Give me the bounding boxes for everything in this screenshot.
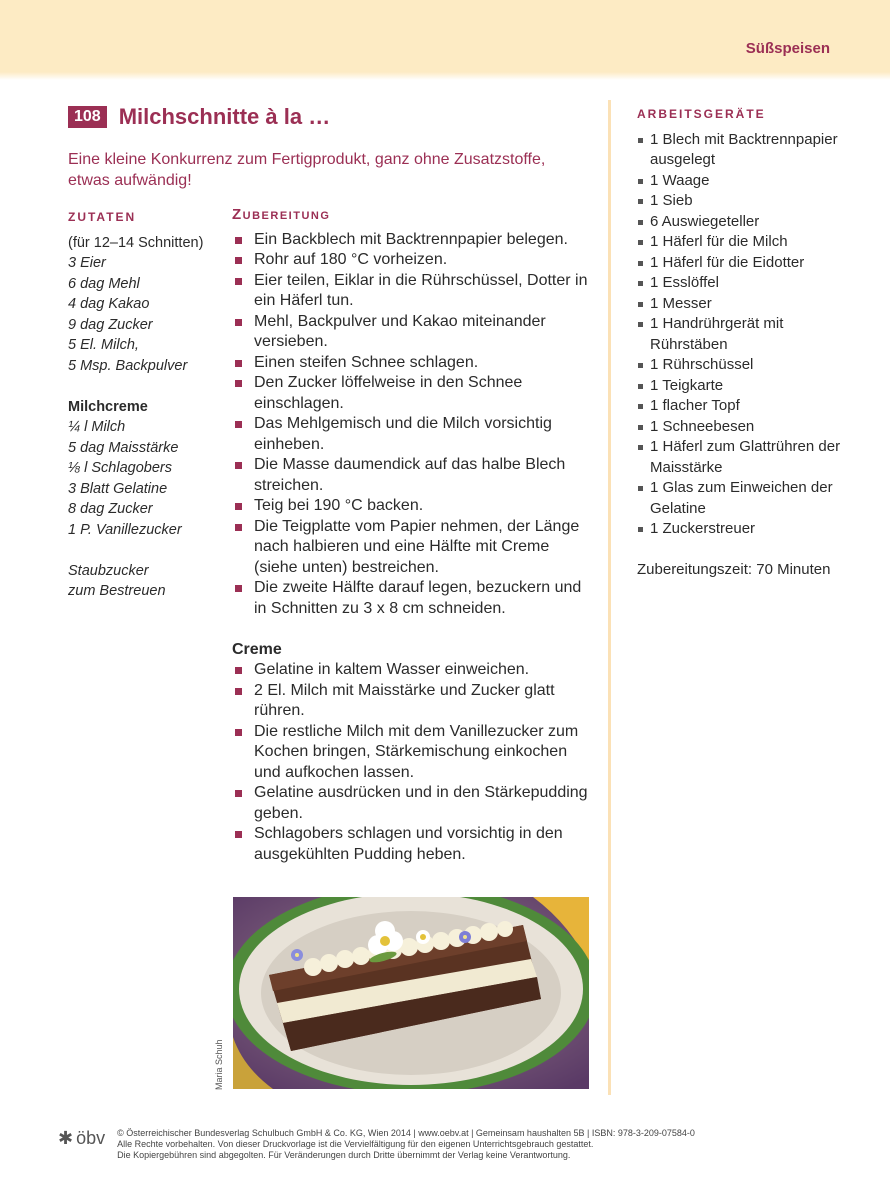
column-divider	[608, 100, 611, 1095]
tool-item: 1 Handrührgerät mit Rührstäben	[637, 314, 862, 355]
preparation-time: Zubereitungszeit: 70 Minuten	[637, 560, 831, 578]
tool-item: 1 Glas zum Einweichen der Gelatine	[637, 478, 862, 519]
tool-item: 1 Rührschüssel	[637, 355, 862, 376]
step-item: Die Teigplatte vom Papier nehmen, der Länge nach halbieren und eine Hälfte mit Creme (siehe unten) bestreichen.	[232, 517, 597, 579]
step-item: Die restliche Milch mit dem Vanillezucker zum Kochen bringen, Stärkemischung einkochen und aufkochen lassen.	[232, 722, 597, 784]
step-item: Gelatine in kaltem Wasser einweichen.	[232, 660, 597, 681]
step-item: Die zweite Hälfte darauf legen, bezuckern und in Schnitten zu 3 x 8 cm schneiden.	[232, 578, 597, 619]
tools-heading: ARBEITSGERÄTE	[637, 107, 766, 121]
tool-item: 1 Teigkarte	[637, 376, 862, 397]
step-item: Rohr auf 180 °C vorheizen.	[232, 250, 597, 271]
ingredient-item: 8 dag Zucker	[68, 501, 153, 517]
footer-line: Die Kopiergebühren sind abgegolten. Für Veränderungen durch Dritte übernimmt der Verlag keine Verantwortung.	[117, 1150, 571, 1160]
step-item: Teig bei 190 °C backen.	[232, 496, 597, 517]
recipe-subtitle	[68, 149, 598, 191]
ingredients-heading: ZUTATEN	[68, 210, 137, 224]
creme-heading: Creme	[232, 640, 282, 658]
step-item: Gelatine ausdrücken und in den Stärkepudding geben.	[232, 783, 597, 824]
publisher-logo	[58, 1128, 105, 1149]
cake-illustration	[233, 897, 589, 1089]
tool-item: 1 Sieb	[637, 191, 862, 212]
ingredient-item: 5 dag Maisstärke	[68, 439, 179, 456]
step-item: Das Mehlgemisch und die Milch vorsichtig einheben.	[232, 414, 597, 455]
spacer	[68, 376, 228, 397]
step-item: Einen steifen Schnee schlagen.	[232, 353, 597, 374]
footer-text	[117, 1128, 695, 1161]
tool-item: 1 Häferl für die Milch	[637, 232, 862, 253]
step-item: Die Masse daumendick auf das halbe Blech streichen.	[232, 455, 597, 496]
ingredient-item: 1 P. Vanillezucker	[68, 521, 182, 538]
ingredient-item: zum Bestreuen	[68, 583, 166, 599]
tool-item: 1 Esslöffel	[637, 273, 862, 294]
portion-note: (für 12–14 Schnitten)	[68, 234, 204, 251]
step-item: Eier teilen, Eiklar in die Rührschüssel, Dotter in ein Häferl tun.	[232, 271, 597, 312]
ingredient-item: 5 Msp. Backpulver	[68, 357, 188, 374]
recipe-photo	[233, 897, 589, 1089]
step-item: Schlagobers schlagen und vorsichtig in den ausgekühlten Pudding heben.	[232, 824, 597, 865]
recipe-number-badge: 108	[68, 106, 107, 128]
header-band-fade	[0, 72, 890, 80]
tools-list	[637, 130, 862, 540]
tool-item: 1 Messer	[637, 294, 862, 315]
ingredient-item: Staubzucker	[68, 562, 149, 579]
footer	[58, 1128, 695, 1161]
preparation-steps	[232, 230, 597, 620]
step-item: Mehl, Backpulver und Kakao miteinander versieben.	[232, 312, 597, 353]
tool-item: 1 Häferl für die Eidotter	[637, 253, 862, 274]
creme-ingredients-heading: Milchcreme	[68, 398, 148, 415]
tool-item: 1 Waage	[637, 171, 862, 192]
publisher-logo-text: öbv	[76, 1128, 106, 1148]
spacer	[68, 540, 228, 561]
tool-item: 1 flacher Topf	[637, 396, 862, 417]
ingredient-item: 9 dag Zucker	[68, 316, 153, 333]
tool-item: 1 Zuckerstreuer	[637, 519, 862, 540]
recipe-title-row	[68, 104, 330, 130]
tools-column	[637, 104, 862, 580]
step-item: Ein Backblech mit Backtrennpapier belegen.	[232, 230, 597, 251]
preparation-column	[232, 205, 597, 865]
section-label: Süßspeisen	[745, 40, 830, 57]
step-item: 2 El. Milch mit Maisstärke und Zucker glatt rühren.	[232, 681, 597, 722]
tool-item: 1 Schneebesen	[637, 417, 862, 438]
ingredients-column	[68, 207, 228, 602]
ingredient-item: 5 El. Milch,	[68, 337, 139, 353]
ingredient-item: 3 Eier	[68, 255, 106, 271]
ingredient-item: ¼ l Milch	[68, 419, 126, 435]
subtitle-line: etwas aufwändig!	[68, 172, 192, 189]
ingredient-item: ⅛ l Schlagobers	[68, 460, 172, 476]
ingredient-item: 4 dag Kakao	[68, 296, 150, 312]
subtitle-line: Eine kleine Konkurrenz zum Fertigprodukt, ganz ohne Zusatzstoffe,	[68, 151, 546, 168]
header-band	[0, 0, 890, 76]
footer-line: Alle Rechte vorbehalten. Von dieser Druckvorlage ist die Vervielfältigung für den eigenen Unterrichtsgebrauch gestattet.	[117, 1139, 594, 1149]
ingredient-item: 6 dag Mehl	[68, 275, 140, 292]
recipe-title: Milchschnitte à la …	[118, 104, 331, 129]
tool-item: 1 Häferl zum Glattrühren der Maisstärke	[637, 437, 862, 478]
preparation-heading: Zubereitung	[232, 206, 331, 223]
tool-item: 6 Auswiegeteller	[637, 212, 862, 233]
step-item: Den Zucker löffelweise in den Schnee einschlagen.	[232, 373, 597, 414]
ingredient-item: 3 Blatt Gelatine	[68, 480, 168, 497]
tool-item: 1 Blech mit Backtrennpapier ausgelegt	[637, 130, 862, 171]
footer-line: © Österreichischer Bundesverlag Schulbuch GmbH & Co. KG, Wien 2014 | www.oebv.at | Gemeinsam haushalten 5B | ISBN: 978-3-209-07584-0	[117, 1128, 695, 1138]
star-icon: ✱	[58, 1128, 74, 1148]
photo-credit: Maria Schuh	[214, 1039, 224, 1090]
creme-steps	[232, 660, 597, 865]
